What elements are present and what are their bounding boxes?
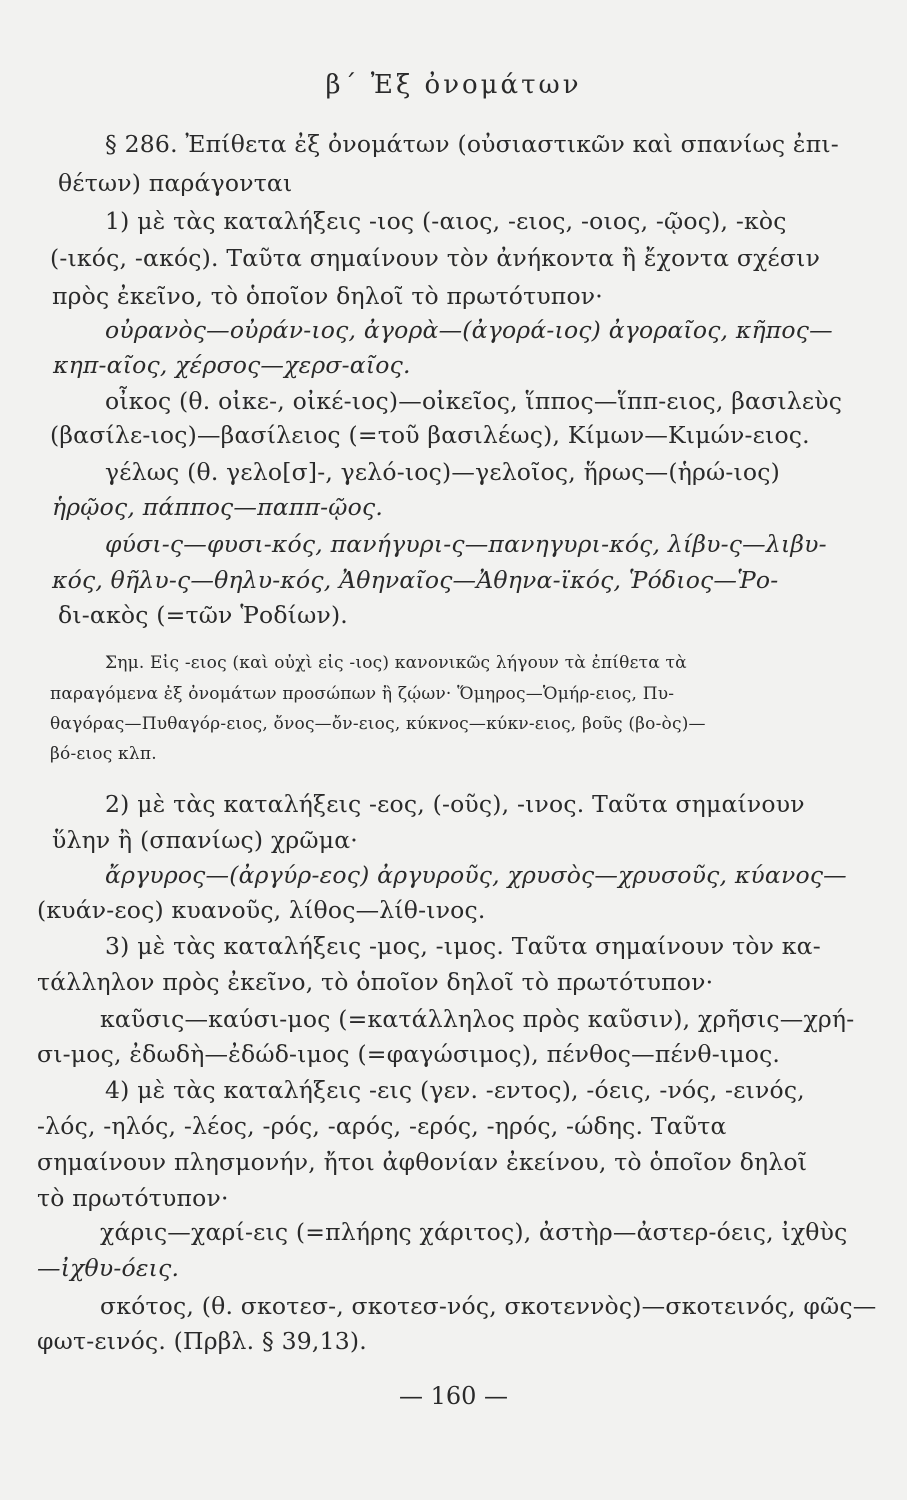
text-line: 3) μὲ τὰς καταλήξεις -μος, -ιμος. Ταῦτα σημαίνουν τὸν κα- (105, 932, 821, 960)
text-line: (-ικός, -ακός). Ταῦτα σημαίνουν τὸν ἀνήκοντα ἢ ἔχοντα σχέσιν (50, 244, 821, 272)
text-line: κός, θῆλυ-ς—θηλυ-κός, Ἀθηναῖος—Ἀθηνα-ϊκός, Ῥόδιος—Ῥο- (52, 566, 779, 594)
text-line: γέλως (θ. γελο[σ]-, γελό-ιος)—γελοῖος, ἥρως—(ἡρώ-ιος) (105, 458, 780, 486)
text-line: καῦσις—καύσι-μος (=κατάλληλος πρὸς καῦσιν), χρῆσις—χρή- (100, 1005, 855, 1033)
note-line: Σημ. Εἰς -ειος (καὶ οὐχὶ εἰς -ιος) κανονικῶς λήγουν τὰ ἐπίθετα τὰ (105, 653, 687, 673)
text-line: πρὸς ἐκεῖνο, τὸ ὁποῖον δηλοῖ τὸ πρωτότυπον· (52, 282, 603, 310)
text-line: σι-μος, ἐδωδὴ—ἐδώδ-ιμος (=φαγώσιμος), πένθος—πένθ-ιμος. (37, 1040, 781, 1068)
note-line: βό-ειος κλπ. (50, 744, 157, 764)
text-line: ὕλην ἢ (σπανίως) χρῶμα· (52, 826, 358, 854)
page-number: — 160 — (398, 1382, 509, 1410)
text-line: δι-ακὸς (=τῶν Ῥοδίων). (58, 601, 348, 629)
note-line: παραγόμενα ἐξ ὀνομάτων προσώπων ἢ ζῴων· Ὅμηρος—Ὁμήρ-ειος, Πυ- (50, 684, 675, 704)
text-line: τὸ πρωτότυπον· (37, 1184, 229, 1212)
section-heading: β΄ Ἐξ ὀνομάτων (325, 70, 582, 100)
text-line: θέτων) παράγονται (58, 169, 293, 197)
text-line: 2) μὲ τὰς καταλήξεις -εος, (-οῦς), -ινος. Ταῦτα σημαίνουν (105, 790, 805, 818)
note-line: θαγόρας—Πυθαγόρ-ειος, ὄνος—ὄν-ειος, κύκνος—κύκν-ειος, βοῦς (βο-ὸς)— (50, 714, 706, 734)
text-line: 1) μὲ τὰς καταλήξεις -ιος (-αιος, -ειος, -οιος, -ῷος), -κὸς (105, 207, 787, 235)
text-line: -λός, -ηλός, -λέος, -ρός, -αρός, -ερός, -ηρός, -ώδης. Ταῦτα (37, 1112, 727, 1140)
text-line: χάρις—χαρί-εις (=πλήρης χάριτος), ἀστὴρ—ἀστερ-όεις, ἰχθὺς (100, 1218, 848, 1246)
text-line: κηπ-αῖος, χέρσος—χερσ-αῖος. (53, 351, 411, 379)
text-line: τάλληλον πρὸς ἐκεῖνο, τὸ ὁποῖον δηλοῖ τὸ πρωτότυπον· (37, 968, 714, 996)
text-line: οἶκος (θ. οἰκε-, οἰκέ-ιος)—οἰκεῖος, ἵππος—ἵππ-ειος, βασιλεὺς (105, 387, 843, 415)
text-line: σημαίνουν πλησμονήν, ἤτοι ἀφθονίαν ἐκείνου, τὸ ὁποῖον δηλοῖ (37, 1148, 808, 1176)
text-line: § 286. Ἐπίθετα ἐξ ὀνομάτων (οὐσιαστικῶν καὶ σπανίως ἐπι- (105, 130, 839, 158)
text-line: —ἰχθυ-όεις. (37, 1254, 180, 1282)
text-line: 4) μὲ τὰς καταλήξεις -εις (γεν. -εντος), -όεις, -νός, -εινός, (105, 1076, 805, 1104)
text-line: φύσι-ς—φυσι-κός, πανήγυρι-ς—πανηγυρι-κός, λίβυ-ς—λιβυ- (105, 530, 827, 558)
text-line: ἄργυρος—(ἀργύρ-εος) ἀργυροῦς, χρυσὸς—χρυσοῦς, κύανος— (105, 861, 847, 889)
text-line: οὐρανὸς—οὐράν-ιος, ἀγορὰ—(ἀγορά-ιος) ἀγοραῖος, κῆπος— (105, 316, 833, 344)
text-line: σκότος, (θ. σκοτεσ-, σκοτεσ-νός, σκοτεννὸς)—σκοτεινός, φῶς— (100, 1292, 877, 1320)
text-line: (βασίλε-ιος)—βασίλειος (=τοῦ βασιλέως), Κίμων—Κιμών-ειος. (50, 421, 810, 449)
text-line: (κυάν-εος) κυανοῦς, λίθος—λίθ-ινος. (37, 896, 486, 924)
text-line: φωτ-εινός. (Πρβλ. § 39,13). (37, 1327, 367, 1355)
text-line: ἡρῷος, πάππος—παππ-ῷος. (52, 493, 384, 521)
